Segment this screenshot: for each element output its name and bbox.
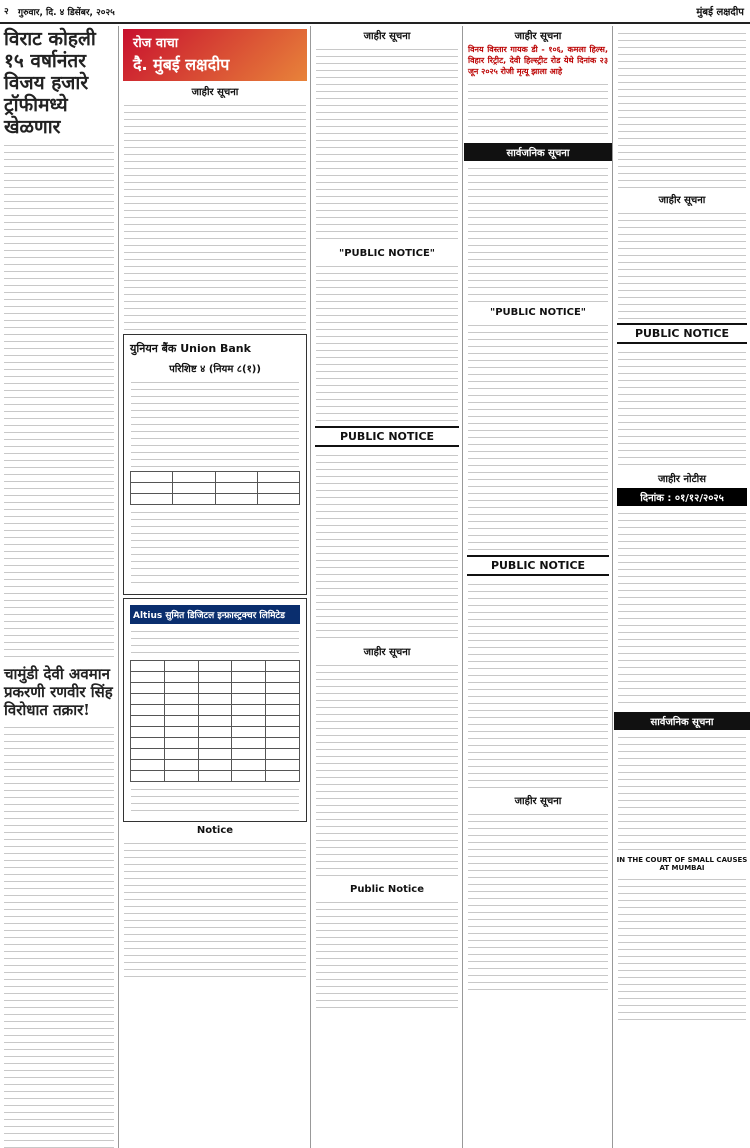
bank-notice: युनियन बैंक Union Bank परिशिष्ट ४ (नियम ८(१)) [123, 334, 307, 595]
public-notice-2: सार्वजनिक सूचना [614, 712, 750, 730]
public-notice-title: सार्वजनिक सूचना [464, 143, 612, 161]
auction-date: दिनांक : ०१/१२/२०२५ [617, 488, 747, 506]
company-logo: Altius [133, 611, 163, 621]
notice-title: जाहीर सूचना [658, 195, 706, 206]
notice-title-2: जाहीर सूचना [363, 647, 411, 658]
company-notice: Altius सुमित डिजिटल इन्फ्रास्ट्रक्चर लिमिटेड [123, 598, 307, 822]
page-number: २ [4, 7, 9, 17]
brand-name: मुंबई लक्षदीप [696, 7, 744, 18]
english-notice-title: Notice [196, 825, 234, 836]
notice-title-3: जाहीर सूचना [514, 796, 562, 807]
notice-title: जाहीर सूचना [514, 31, 562, 42]
page-header [0, 0, 750, 24]
notice-title: जाहीर सूचना [363, 31, 411, 42]
public-notice: PUBLIC NOTICE [617, 323, 747, 344]
headline-kohli: विराट कोहली १५ वर्षानंतर विजय हजारे ट्रॉफीमध्ये खेळणार [4, 28, 96, 138]
column-4 [464, 26, 613, 1148]
bank-logo: युनियन बैंक Union Bank [130, 342, 251, 355]
death-notice: विनय विस्तार गायक डी - १०६, कमला हिल्स, विहार रिट्रीट, देवी हिल्स्ट्रीट रोड येथे दिनांक २३ जून २०२५ रोजी मृत्यू झाला आहे [468, 45, 608, 76]
column-2 [120, 26, 311, 1148]
column-5 [614, 26, 750, 1148]
public-notice-2: PUBLIC NOTICE [467, 555, 609, 576]
notice-title-2: जाहीर नोटीस [657, 474, 706, 485]
court-title: IN THE COURT OF SMALL CAUSES AT MUMBAI [616, 856, 748, 872]
public-notice-1: "PUBLIC NOTICE" [339, 248, 435, 259]
column-1 [0, 26, 119, 1148]
date-line: गुरुवार, दि. ४ डिसेंबर, २०२५ [18, 8, 115, 18]
public-notice-en: "PUBLIC NOTICE" [490, 307, 586, 318]
notice-body [124, 101, 306, 331]
column-3 [312, 26, 463, 1148]
article-body-2 [4, 723, 114, 1148]
shares-table [130, 660, 300, 782]
public-notice-big: PUBLIC NOTICE [315, 426, 459, 447]
article-body [4, 141, 114, 661]
public-notice-footer: Public Notice [349, 884, 425, 895]
headline-ranveer: चामुंडी देवी अवमान प्रकरणी रणवीर सिंह विरोधात तक्रार! [4, 665, 113, 719]
masthead-banner: रोज वाचा दै. मुंबई लक्षदीप [123, 29, 307, 81]
property-table [130, 471, 300, 505]
notice-title: जाहीर सूचना [191, 87, 239, 98]
